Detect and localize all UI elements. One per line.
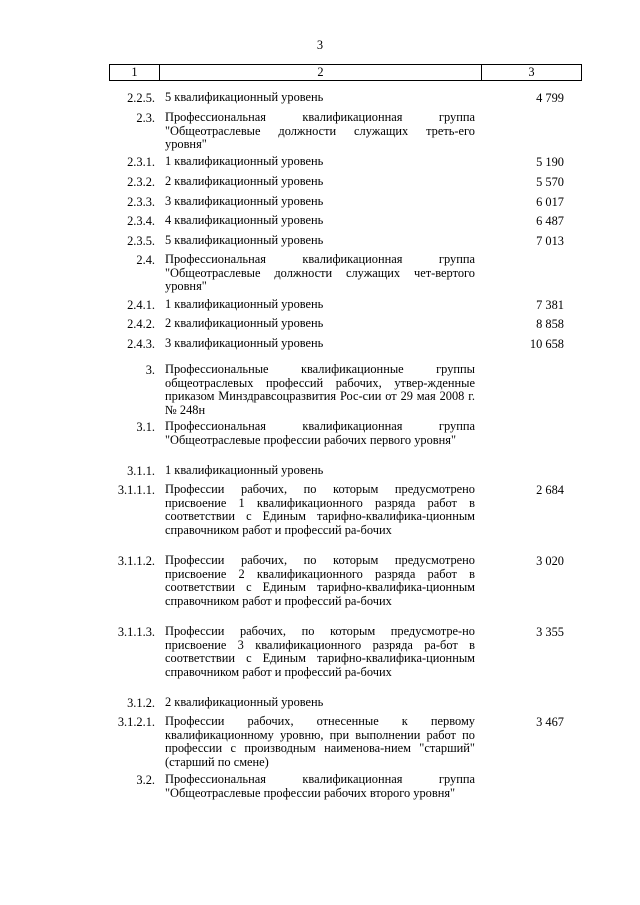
row-number: 2.3.5. (127, 234, 155, 248)
row-number: 2.3.3. (127, 195, 155, 209)
row-number: 2.4. (136, 253, 155, 267)
row-value: 3 467 (536, 715, 564, 729)
row-name: Профессии рабочих, по которым предусмотре-но присвоение 3 квалификационного разряда ра-бот в соответствии с Единым тарифно-квалифика-ционным справочником работ и профессий ра-бочих (165, 624, 475, 679)
row-number: 2.4.2. (127, 317, 155, 331)
row-name: 2 квалификационный уровень (165, 316, 324, 330)
row-number: 3.1.2. (127, 696, 155, 710)
row-name: Профессиональная квалификационная группа "Общеотраслевые должности служащих треть-его уровня" (165, 110, 475, 152)
row-number: 2.3. (136, 111, 155, 125)
row-name: 1 квалификационный уровень (165, 463, 324, 477)
row-name: Профессиональные квалификационные группы общеотраслевых профессий рабочих, утвер-жденные приказом Минздравсоцразвития Рос-сии от 29 мая 2008 г. № 248н (165, 362, 475, 417)
header-cell-1: 1 (110, 65, 160, 80)
row-value: 6 017 (536, 195, 564, 209)
row-name: Профессии рабочих, по которым предусмотрено присвоение 1 квалификационного разряда работ в соответствии с Единым тарифно-квалифика-ционным справочником работ и профессий ра-бочих (165, 482, 475, 537)
row-name: Профессиональная квалификационная группа "Общеотраслевые профессии рабочих второго уровня" (165, 772, 475, 800)
row-number: 3.1.1.1. (117, 483, 155, 497)
page-number: 3 (316, 38, 324, 52)
row-number: 3.2. (136, 773, 155, 787)
row-value: 8 858 (536, 317, 564, 331)
row-name: 2 квалификационный уровень (165, 695, 324, 709)
row-number: 2.4.3. (127, 337, 155, 351)
row-number: 2.2.5. (127, 91, 155, 105)
row-value: 4 799 (536, 91, 564, 105)
row-name: Профессии рабочих, отнесенные к первому квалификационному уровню, при выполнении работ по профессии с производным наименова-нием "старший" (старший по смене) (165, 714, 475, 769)
row-value: 7 013 (536, 234, 564, 248)
row-number: 3.1.1.2. (117, 554, 155, 568)
table-header-row (109, 64, 582, 81)
row-value: 2 684 (536, 483, 564, 497)
row-number: 2.3.1. (127, 155, 155, 169)
header-cell-3: 3 (528, 65, 535, 79)
row-value: 10 658 (529, 337, 564, 351)
row-number: 3.1.1.3. (117, 625, 155, 639)
row-value: 5 190 (536, 155, 564, 169)
row-value: 3 020 (536, 554, 564, 568)
row-name: Профессии рабочих, по которым предусмотрено присвоение 2 квалификационного разряда работ в соответствии с Единым тарифно-квалифика-ционным справочником работ и профессий ра-бочих (165, 553, 475, 608)
row-number: 3.1.2.1. (117, 715, 155, 729)
row-name: 5 квалификационный уровень (165, 233, 324, 247)
row-value: 7 381 (536, 298, 564, 312)
row-name: Профессиональная квалификационная группа "Общеотраслевые профессии рабочих первого уровня" (165, 419, 475, 447)
row-name: 4 квалификационный уровень (165, 213, 324, 227)
row-value: 5 570 (536, 175, 564, 189)
row-number: 2.3.2. (127, 175, 155, 189)
row-name: 2 квалификационный уровень (165, 174, 324, 188)
row-number: 3.1.1. (127, 464, 155, 478)
row-number: 2.4.1. (127, 298, 155, 312)
row-name: 1 квалификационный уровень (165, 154, 324, 168)
row-name: Профессиональная квалификационная группа "Общеотраслевые должности служащих чет-вертого уровня" (165, 252, 475, 294)
row-value: 3 355 (536, 625, 564, 639)
row-number: 3. (145, 363, 155, 377)
row-name: 3 квалификационный уровень (165, 336, 324, 350)
header-cell-2: 2 (160, 65, 482, 80)
row-number: 3.1. (136, 420, 155, 434)
row-name: 1 квалификационный уровень (165, 297, 324, 311)
row-name: 3 квалификационный уровень (165, 194, 324, 208)
row-number: 2.3.4. (127, 214, 155, 228)
row-value: 6 487 (536, 214, 564, 228)
row-name: 5 квалификационный уровень (165, 90, 324, 104)
